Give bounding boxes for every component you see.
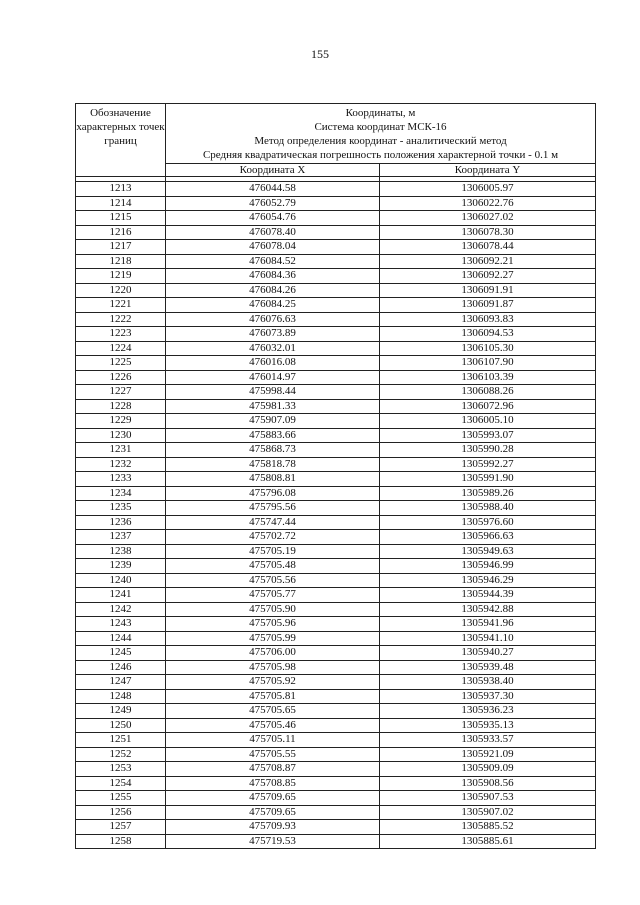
point-id-cell: 1232 xyxy=(76,457,166,472)
y-coordinate-cell: 1305885.61 xyxy=(380,834,596,849)
x-coordinate-cell: 475709.93 xyxy=(166,820,380,835)
table-row xyxy=(76,530,596,545)
point-id-cell: 1227 xyxy=(76,385,166,400)
table-row xyxy=(76,399,596,414)
x-coordinate-cell: 476014.97 xyxy=(166,370,380,385)
y-coordinate-cell: 1306088.26 xyxy=(380,385,596,400)
table-row xyxy=(76,747,596,762)
x-coordinate-cell: 475702.72 xyxy=(166,530,380,545)
y-coordinate-cell: 1305936.23 xyxy=(380,704,596,719)
table-row xyxy=(76,472,596,487)
x-coordinate-cell: 475705.98 xyxy=(166,660,380,675)
table-row xyxy=(76,675,596,690)
table-row xyxy=(76,443,596,458)
x-coordinate-cell: 475705.99 xyxy=(166,631,380,646)
x-coordinate-cell: 476078.04 xyxy=(166,240,380,255)
y-coordinate-cell: 1306092.27 xyxy=(380,269,596,284)
x-coordinate-cell: 475719.53 xyxy=(166,834,380,849)
point-id-cell: 1245 xyxy=(76,646,166,661)
y-coordinate-cell: 1305885.52 xyxy=(380,820,596,835)
x-coordinate-cell: 475883.66 xyxy=(166,428,380,443)
x-coordinate-cell: 475705.92 xyxy=(166,675,380,690)
point-id-cell: 1213 xyxy=(76,182,166,197)
x-coordinate-cell: 476078.40 xyxy=(166,225,380,240)
table-row xyxy=(76,689,596,704)
y-coordinate-cell: 1306094.53 xyxy=(380,327,596,342)
x-coordinate-cell: 475808.81 xyxy=(166,472,380,487)
y-coordinate-cell: 1305989.26 xyxy=(380,486,596,501)
x-coordinate-cell: 475795.56 xyxy=(166,501,380,516)
point-id-cell: 1220 xyxy=(76,283,166,298)
point-id-cell: 1218 xyxy=(76,254,166,269)
y-coordinate-cell: 1305909.09 xyxy=(380,762,596,777)
point-id-cell: 1253 xyxy=(76,762,166,777)
y-coordinate-cell: 1306105.30 xyxy=(380,341,596,356)
table-row xyxy=(76,327,596,342)
point-id-cell: 1247 xyxy=(76,675,166,690)
point-id-cell: 1234 xyxy=(76,486,166,501)
x-coordinate-cell: 475705.19 xyxy=(166,544,380,559)
y-coordinate-cell: 1305946.29 xyxy=(380,573,596,588)
x-coordinate-cell: 475708.87 xyxy=(166,762,380,777)
header-line-method: Метод определения координат - аналитический метод xyxy=(254,135,507,147)
x-coordinate-cell: 476073.89 xyxy=(166,327,380,342)
y-coordinate-cell: 1305941.10 xyxy=(380,631,596,646)
table-row xyxy=(76,225,596,240)
x-coordinate-cell: 475705.96 xyxy=(166,617,380,632)
y-coordinate-cell: 1305938.40 xyxy=(380,675,596,690)
x-coordinate-cell: 476084.25 xyxy=(166,298,380,313)
point-id-cell: 1237 xyxy=(76,530,166,545)
coordinates-table xyxy=(75,103,596,849)
point-id-cell: 1215 xyxy=(76,211,166,226)
x-coordinate-cell: 475705.11 xyxy=(166,733,380,748)
y-coordinate-cell: 1305988.40 xyxy=(380,501,596,516)
point-id-cell: 1235 xyxy=(76,501,166,516)
x-coordinate-cell: 475705.48 xyxy=(166,559,380,574)
point-id-cell: 1248 xyxy=(76,689,166,704)
table-row xyxy=(76,486,596,501)
y-coordinate-cell: 1305946.99 xyxy=(380,559,596,574)
x-coordinate-cell: 475709.65 xyxy=(166,805,380,820)
point-id-cell: 1233 xyxy=(76,472,166,487)
y-coordinate-cell: 1306107.90 xyxy=(380,356,596,371)
y-coordinate-cell: 1306093.83 xyxy=(380,312,596,327)
point-id-cell: 1214 xyxy=(76,196,166,211)
point-id-cell: 1249 xyxy=(76,704,166,719)
x-coordinate-cell: 476044.58 xyxy=(166,182,380,197)
point-id-cell: 1244 xyxy=(76,631,166,646)
y-coordinate-cell: 1305992.27 xyxy=(380,457,596,472)
table-row xyxy=(76,298,596,313)
x-column-header: Координата X xyxy=(166,164,380,177)
point-id-cell: 1258 xyxy=(76,834,166,849)
point-id-cell: 1255 xyxy=(76,791,166,806)
table-row xyxy=(76,718,596,733)
y-coordinate-cell: 1306091.91 xyxy=(380,283,596,298)
table-row xyxy=(76,602,596,617)
table-row xyxy=(76,370,596,385)
table-body xyxy=(76,182,596,849)
table-row xyxy=(76,196,596,211)
table-row xyxy=(76,820,596,835)
point-id-cell: 1228 xyxy=(76,399,166,414)
x-coordinate-cell: 475907.09 xyxy=(166,414,380,429)
x-coordinate-cell: 475818.78 xyxy=(166,457,380,472)
x-coordinate-cell: 475705.56 xyxy=(166,573,380,588)
y-coordinate-cell: 1305908.56 xyxy=(380,776,596,791)
x-coordinate-cell: 476076.63 xyxy=(166,312,380,327)
x-coordinate-cell: 475747.44 xyxy=(166,515,380,530)
table-row xyxy=(76,182,596,197)
point-id-cell: 1230 xyxy=(76,428,166,443)
x-coordinate-cell: 476032.01 xyxy=(166,341,380,356)
y-coordinate-cell: 1306103.39 xyxy=(380,370,596,385)
y-column-header: Координата Y xyxy=(380,164,596,177)
table-row xyxy=(76,660,596,675)
point-id-cell: 1242 xyxy=(76,602,166,617)
x-coordinate-cell: 475981.33 xyxy=(166,399,380,414)
point-id-cell: 1240 xyxy=(76,573,166,588)
y-coordinate-cell: 1305907.02 xyxy=(380,805,596,820)
y-coordinate-cell: 1305940.27 xyxy=(380,646,596,661)
table-row xyxy=(76,414,596,429)
table-row xyxy=(76,515,596,530)
point-id-cell: 1241 xyxy=(76,588,166,603)
point-id-cell: 1251 xyxy=(76,733,166,748)
y-coordinate-cell: 1305944.39 xyxy=(380,588,596,603)
table-row xyxy=(76,617,596,632)
point-id-cell: 1217 xyxy=(76,240,166,255)
point-id-cell: 1246 xyxy=(76,660,166,675)
x-coordinate-cell: 476084.36 xyxy=(166,269,380,284)
table-row xyxy=(76,341,596,356)
x-coordinate-cell: 475705.81 xyxy=(166,689,380,704)
y-coordinate-cell: 1305991.90 xyxy=(380,472,596,487)
point-id-cell: 1238 xyxy=(76,544,166,559)
point-id-cell: 1225 xyxy=(76,356,166,371)
y-coordinate-cell: 1305907.53 xyxy=(380,791,596,806)
x-coordinate-cell: 476084.52 xyxy=(166,254,380,269)
table-row xyxy=(76,762,596,777)
x-coordinate-cell: 475796.08 xyxy=(166,486,380,501)
x-coordinate-cell: 476016.08 xyxy=(166,356,380,371)
point-designation-header: Обозначение характерных точек границ xyxy=(76,104,166,177)
y-coordinate-cell: 1305949.63 xyxy=(380,544,596,559)
y-coordinate-cell: 1306005.97 xyxy=(380,182,596,197)
point-id-cell: 1257 xyxy=(76,820,166,835)
table-row xyxy=(76,211,596,226)
point-id-cell: 1256 xyxy=(76,805,166,820)
y-coordinate-cell: 1306027.02 xyxy=(380,211,596,226)
y-coordinate-cell: 1305935.13 xyxy=(380,718,596,733)
x-coordinate-cell: 475706.00 xyxy=(166,646,380,661)
point-id-cell: 1216 xyxy=(76,225,166,240)
x-coordinate-cell: 475705.46 xyxy=(166,718,380,733)
x-coordinate-cell: 475705.65 xyxy=(166,704,380,719)
table-row xyxy=(76,240,596,255)
page-number: 155 xyxy=(311,47,329,61)
y-coordinate-cell: 1306022.76 xyxy=(380,196,596,211)
y-coordinate-cell: 1305937.30 xyxy=(380,689,596,704)
table-row xyxy=(76,646,596,661)
x-coordinate-cell: 476084.26 xyxy=(166,283,380,298)
y-coordinate-cell: 1305933.57 xyxy=(380,733,596,748)
table-row xyxy=(76,385,596,400)
x-coordinate-cell: 475868.73 xyxy=(166,443,380,458)
table-row xyxy=(76,791,596,806)
y-coordinate-cell: 1306092.21 xyxy=(380,254,596,269)
y-coordinate-cell: 1305921.09 xyxy=(380,747,596,762)
table-row xyxy=(76,457,596,472)
table-row xyxy=(76,254,596,269)
table-row xyxy=(76,588,596,603)
coordinates-header xyxy=(166,104,596,164)
header-line-units: Координаты, м xyxy=(345,107,416,119)
y-coordinate-cell: 1305941.96 xyxy=(380,617,596,632)
point-id-cell: 1223 xyxy=(76,327,166,342)
table-row xyxy=(76,834,596,849)
point-id-cell: 1250 xyxy=(76,718,166,733)
point-id-cell: 1221 xyxy=(76,298,166,313)
table-row xyxy=(76,428,596,443)
x-coordinate-cell: 475705.55 xyxy=(166,747,380,762)
x-coordinate-cell: 475705.90 xyxy=(166,602,380,617)
point-id-cell: 1231 xyxy=(76,443,166,458)
header-line-system: Система координат МСК-16 xyxy=(314,121,447,133)
y-coordinate-cell: 1306005.10 xyxy=(380,414,596,429)
table-row xyxy=(76,544,596,559)
table-row xyxy=(76,559,596,574)
x-coordinate-cell: 475709.65 xyxy=(166,791,380,806)
y-coordinate-cell: 1305939.48 xyxy=(380,660,596,675)
table-row xyxy=(76,312,596,327)
point-id-cell: 1226 xyxy=(76,370,166,385)
table-row xyxy=(76,501,596,516)
point-id-cell: 1229 xyxy=(76,414,166,429)
table-row xyxy=(76,704,596,719)
table-row xyxy=(76,776,596,791)
y-coordinate-cell: 1305976.60 xyxy=(380,515,596,530)
table-row xyxy=(76,283,596,298)
point-id-cell: 1219 xyxy=(76,269,166,284)
point-id-cell: 1239 xyxy=(76,559,166,574)
point-id-cell: 1254 xyxy=(76,776,166,791)
table-row xyxy=(76,269,596,284)
header-line-accuracy: Средняя квадратическая погрешность положения характерной точки - 0.1 м xyxy=(202,149,559,161)
x-coordinate-cell: 475998.44 xyxy=(166,385,380,400)
point-id-cell: 1222 xyxy=(76,312,166,327)
table-row xyxy=(76,805,596,820)
x-coordinate-cell: 475708.85 xyxy=(166,776,380,791)
table-row xyxy=(76,631,596,646)
table-row xyxy=(76,573,596,588)
table-row xyxy=(76,733,596,748)
y-coordinate-cell: 1305990.28 xyxy=(380,443,596,458)
point-id-cell: 1236 xyxy=(76,515,166,530)
y-coordinate-cell: 1306091.87 xyxy=(380,298,596,313)
point-id-cell: 1224 xyxy=(76,341,166,356)
x-coordinate-cell: 476054.76 xyxy=(166,211,380,226)
table-row xyxy=(76,356,596,371)
y-coordinate-cell: 1305966.63 xyxy=(380,530,596,545)
x-coordinate-cell: 476052.79 xyxy=(166,196,380,211)
x-coordinate-cell: 475705.77 xyxy=(166,588,380,603)
y-coordinate-cell: 1306078.44 xyxy=(380,240,596,255)
y-coordinate-cell: 1305993.07 xyxy=(380,428,596,443)
y-coordinate-cell: 1306078.30 xyxy=(380,225,596,240)
y-coordinate-cell: 1306072.96 xyxy=(380,399,596,414)
point-id-cell: 1243 xyxy=(76,617,166,632)
y-coordinate-cell: 1305942.88 xyxy=(380,602,596,617)
point-id-cell: 1252 xyxy=(76,747,166,762)
